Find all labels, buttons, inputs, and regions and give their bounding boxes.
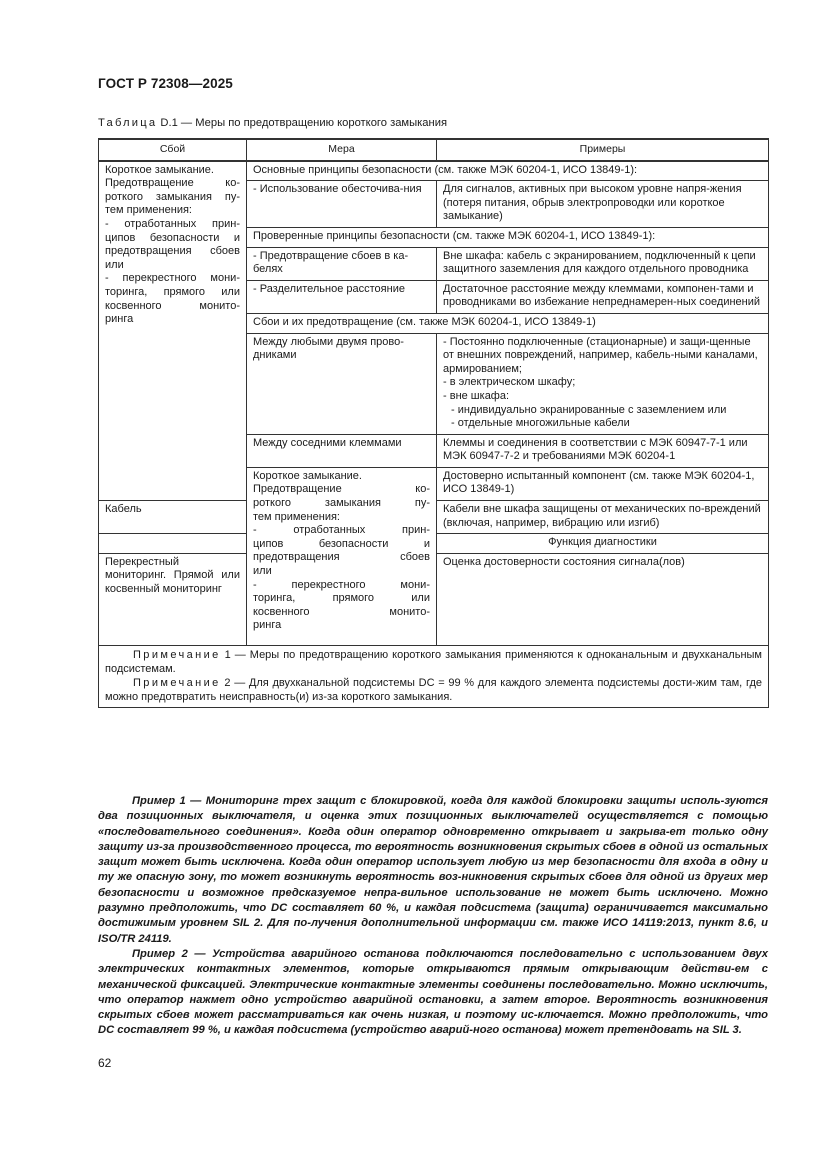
fault-line: тем применения: [253, 510, 340, 523]
fault-line: торинга, прямого или [105, 285, 240, 298]
measure-cell: Между любыми двумя прово-дниками [247, 333, 437, 434]
example-paragraph-1: Пример 1 — Мониторинг трех защит с блокировкой, когда для каждой блокировки защиты исполь-зуются два позиционных выключателя, и оценка этих позиционных выключателей осуществляется с помощью «последовательного соединения». Когда один оператор одновременно открывает и закрыва-ет только одну защиту из-за производственного процесса, то вероятность возникновения скрытых сбоев в одной из остальных защит может быть исключена. Когда один оператор использует любую из мер безопасности для входа в одну и ту же опасную зону, то может возникнуть вероятность воз-никновения скрытых сбоев для одной из других мер безопасности и возможное предсказуемое непра-вильное использование не может быть исключено. Можно разумно предположить, что DC составляет 60 %, и каждая подсистема (защита) ограничивается максимально достижимым уровнем SIL 2. Для по-лучения дополнительной информации см. также ИСО 14119:2013, пункт 8.6, и ISO/TR 24119. [98, 795, 768, 945]
fault-line: предотвращения сбоев [253, 551, 430, 564]
example-cell: Достаточное расстояние между клеммами, компонен-тами и проводниками во избежание непреднамерен-ных соединений [437, 280, 769, 313]
measure-cell: - Использование обесточива-ния [247, 181, 437, 228]
measure-cell: - Предотвращение сбоев в ка-белях [247, 247, 437, 280]
principle-heading: Достоверно испытанный компонент (см. также МЭК 60204-1, ИСО 13849-1) [437, 467, 769, 500]
page-number: 62 [98, 1056, 112, 1070]
fault-line: или [253, 565, 272, 578]
column-header-examples: Примеры [437, 139, 769, 161]
principle-heading: Сбои и их предотвращение (см. также МЭК 60204-1, ИСО 13849-1) [247, 313, 769, 333]
notes-cell [99, 645, 769, 707]
example-cell: Кабели вне шкафа защищены от механических по-вреждений (включая, например, вибрацию или изгиб) [437, 501, 769, 534]
note-text: 1 — Меры по предотвращению короткого замыкания применяются к одноканальным и двухканальным подсистемам. [105, 648, 762, 675]
example-cell [437, 333, 769, 434]
measure-cell: Перекрестный мониторинг. Прямой или косвенный мониторинг [99, 553, 247, 645]
fault-line: - перекрестного мони- [105, 272, 240, 285]
measure-cell-empty [99, 534, 247, 554]
measure-cell: Между соседними клеммами [247, 434, 437, 467]
fault-line: ринга [105, 313, 134, 326]
table-note [105, 676, 762, 704]
example-cell: Оценка достоверности состояния сигнала(лов) [437, 553, 769, 645]
principle-heading: Основные принципы безопасности (см. также МЭК 60204-1, ИСО 13849-1): [247, 161, 769, 181]
fault-line: роткого замыкания пу- [105, 190, 240, 203]
notes-row [99, 645, 769, 707]
diagnostics-label: Функция диагностики [437, 534, 769, 554]
fault-cell [99, 161, 247, 501]
example-paragraph-2: Пример 2 — Устройства аварийного останова подключаются последовательно с использованием двух электрических контактных элементов, которые открываются прямым открывающим действи-ем с механической фиксацией. Электрические контактные элементы соединены последовательно. Можно исключить, что оператор нажмет одно устройство аварийной остановки, а затем второе. Вероятность возникновения скрытых сбоев может рассматриваться как очень низкая, и поэтому ис-ключается. Можно предположить, что DC составляет 99 %, и каждая подсистема (устройство аварий-ного останова) может претендовать на SIL 3. [98, 947, 768, 1037]
fault-line: Предотвращение ко- [105, 177, 240, 190]
fault-line: тем применения: [105, 204, 192, 217]
fault-line: косвенного монито- [105, 299, 240, 312]
fault-line: - перекрестного мони- [253, 578, 430, 591]
example-cell: Для сигналов, активных при высоком уровне напря-жения (потеря питания, обрыв электропроводки или короткое замыкание) [437, 181, 769, 228]
example-sub-item: - отдельные многожильные кабели [451, 417, 630, 430]
table-note [105, 648, 762, 676]
example-sub-item: - индивидуально экранированные с заземлением или [451, 403, 727, 416]
fault-line: Предотвращение ко- [253, 483, 430, 496]
example-list-item: - в электрическом шкафу; [443, 376, 576, 389]
fault-line: Короткое замыкание. [105, 163, 214, 176]
fault-line: - отработанных прин- [253, 524, 430, 537]
measure-cell: - Разделительное расстояние [247, 280, 437, 313]
table-caption-label: Таблица [98, 117, 158, 129]
fault-line: торинга, прямого или [253, 592, 430, 605]
example-list-item: - Постоянно подключенные (стационарные) и защи-щенные от внешних повреждений, например, кабель-ными каналами, армированием; [443, 335, 758, 375]
fault-line: предотвращения сбоев [105, 245, 240, 258]
example-cell: Клеммы и соединения в соответствии с МЭК 60947-7-1 или МЭК 60947-7-2 и требованиями МЭК 60204-1 [437, 434, 769, 467]
measure-cell: Кабель [99, 501, 247, 534]
principle-heading: Проверенные принципы безопасности (см. также МЭК 60204-1, ИСО 13849-1): [247, 227, 769, 247]
note-text: 2 — Для двухканальной подсистемы DC = 99 % для каждого элемента подсистемы дости-жим там, где можно предотвратить неисправность(и) из-за короткого замыкания. [105, 676, 763, 703]
fault-line: или [105, 258, 124, 271]
table-row [99, 161, 769, 181]
fault-line: ципов безопасности и [253, 537, 430, 550]
fault-line: ринга [253, 619, 282, 632]
fault-line: роткого замыкания пу- [253, 497, 430, 510]
table-caption-title: D.1 — Меры по предотвращению короткого замыкания [160, 117, 448, 129]
fault-line: ципов безопасности и [105, 231, 240, 244]
note-label: Примечание [133, 648, 221, 661]
example-cell: Вне шкафа: кабель с экранированием, подключенный к цепи защитного заземления для каждого отдельного проводника [437, 247, 769, 280]
fault-line: косвенного монито- [253, 605, 430, 618]
note-label: Примечание [133, 676, 221, 689]
fault-line: - отработанных прин- [105, 217, 240, 230]
fault-line: Короткое замыкание. [253, 469, 362, 482]
example-list-item: - вне шкафа: [443, 389, 510, 402]
column-header-measure: Мера [247, 139, 437, 161]
examples-section [98, 794, 768, 1039]
table-caption [98, 117, 447, 129]
column-header-fault: Сбой [99, 139, 247, 161]
measures-table [98, 138, 769, 708]
fault-cell [247, 467, 437, 645]
document-code: ГОСТ Р 72308—2025 [98, 76, 233, 91]
table-header-row [99, 139, 769, 161]
